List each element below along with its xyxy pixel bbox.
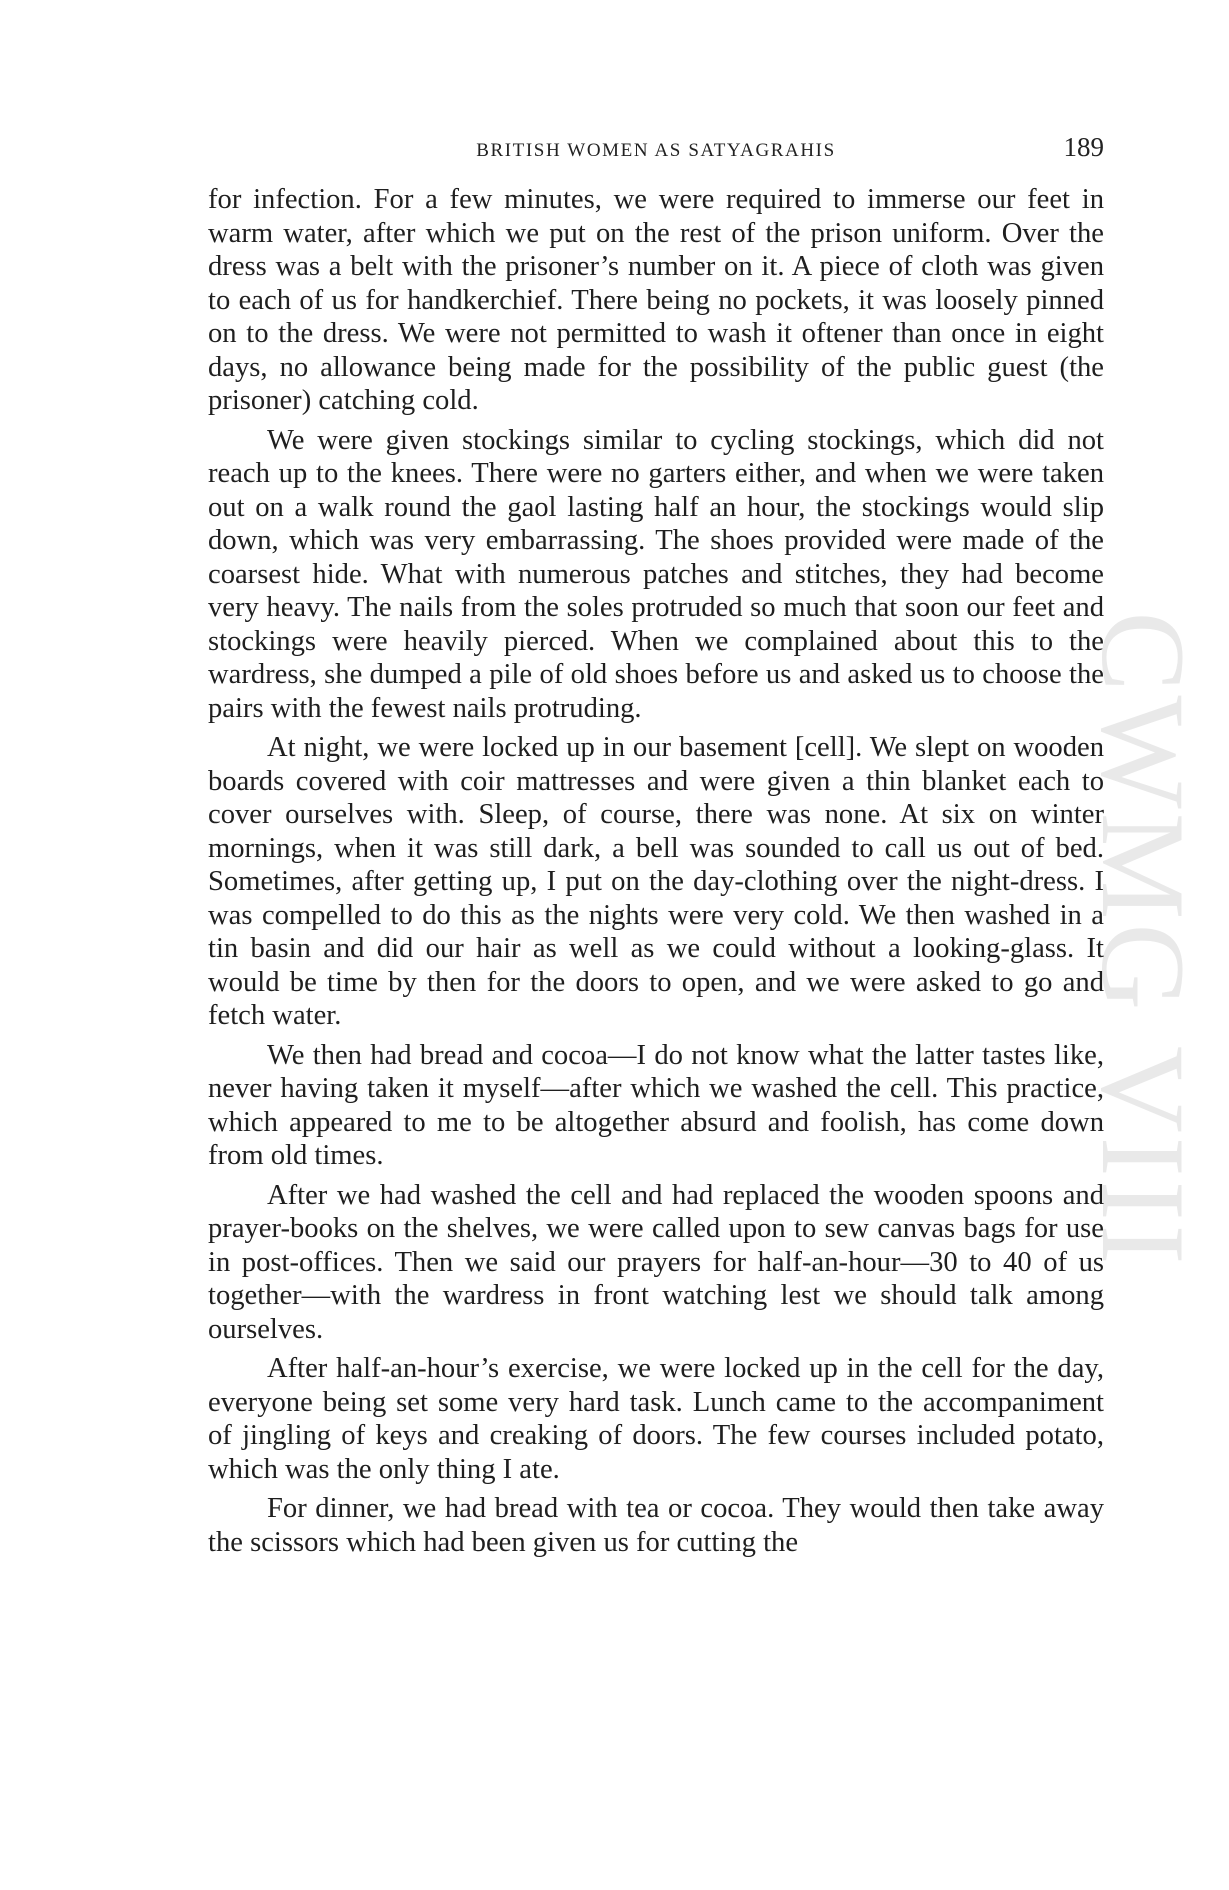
running-head: [208, 132, 1104, 166]
paragraph-4: We then had bread and cocoa—I do not know what the latter tastes like, never having taken it myself—after which we washed the cell. This practice, which appeared to me to be altogether absurd and foolish, has come down from old times.: [208, 1039, 1104, 1171]
body-text: [208, 183, 1104, 1565]
paragraph-2: We were given stockings similar to cycling stockings, which did not reach up to the knees. There were no garters either, and when we were taken out on a walk round the gaol lasting half an hour, the stockings would slip down, which was very embarrassing. The shoes provided were made of the coarsest hide. What with numerous patches and stitches, they had become very heavy. The nails from the soles protruded so much that soon our feet and stockings were heavily pierced. When we complained about this to the wardress, she dumped a pile of old shoes before us and asked us to choose the pairs with the fewest nails protruding.: [208, 424, 1104, 724]
paragraph-1: for infection. For a few minutes, we were required to immerse our feet in warm water, after which we put on the rest of the prison uniform. Over the dress was a belt with the prisoner’s number on it. A piece of cloth was given to each of us for handkerchief. There being no pockets, it was loosely pinned on to the dress. We were not permitted to wash it oftener than once in eight days, no allowance being made for the possibility of the public guest (the prisoner) catching cold.: [208, 184, 1104, 416]
paragraph-7: For dinner, we had bread with tea or cocoa. They would then take away the scissors which had been given us for cutting the: [208, 1493, 1104, 1558]
running-title: BRITISH WOMEN AS SATYAGRAHIS: [476, 140, 836, 161]
watermark: [1077, 490, 1210, 1390]
watermark-text: CWMG VIII: [1077, 611, 1210, 1269]
paragraph-6: After half-an-hour’s exercise, we were locked up in the cell for the day, everyone being set some very hard task. Lunch came to the accompaniment of jingling of keys and creaking of doors. The few courses included potato, which was the only thing I ate.: [208, 1353, 1104, 1485]
paragraph-3: At night, we were locked up in our basement [cell]. We slept on wooden boards covered with coir mattresses and were given a thin blanket each to cover ourselves with. Sleep, of course, there was none. At six on winter mornings, when it was still dark, a bell was sounded to call us out of bed. Sometimes, after getting up, I put on the day-clothing over the night-dress. I was compelled to do this as the nights were very cold. We then washed in a tin basin and did our hair as well as we could without a looking-glass. It would be time by then for the doors to open, and we were asked to go and fetch water.: [208, 732, 1104, 1031]
paragraph-5: After we had washed the cell and had replaced the wooden spoons and prayer-books on the shelves, we were called upon to sew canvas bags for use in post-offices. Then we said our prayers for half-an-hour—30 to 40 of us together—with the wardress in front watching lest we should talk among ourselves.: [208, 1179, 1104, 1345]
page-number: 189: [1063, 132, 1104, 162]
